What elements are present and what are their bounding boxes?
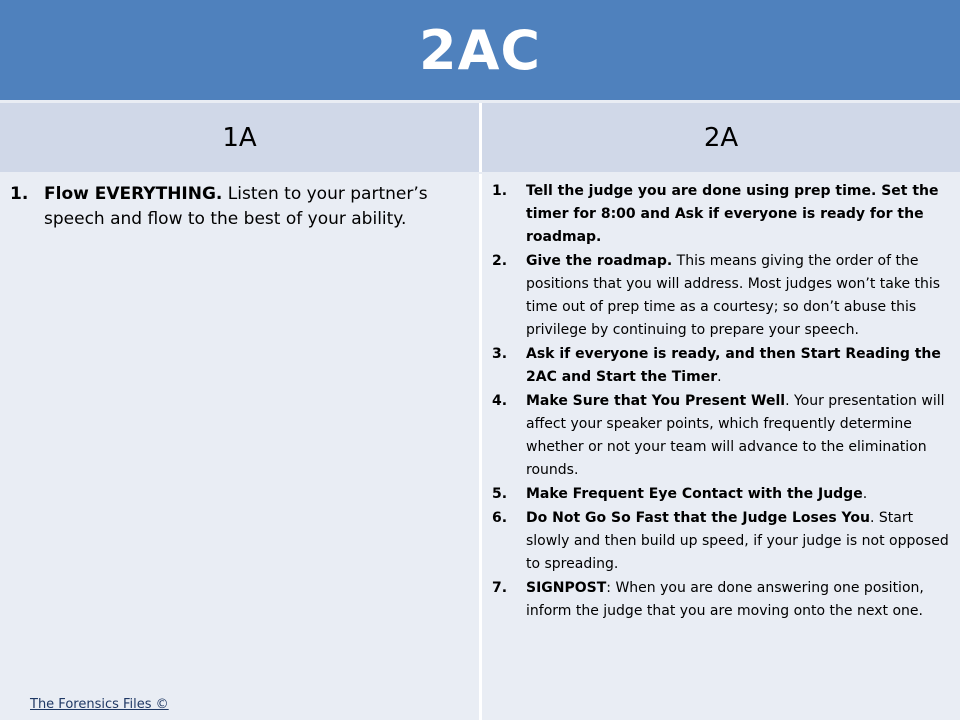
list-item [490,483,952,506]
list-item-text: . Start slowly and then build up speed, if your judge is not opposed to spreading. [526,510,949,572]
list-item-number: 2. [492,253,508,269]
list-item [490,507,952,576]
list-item-body [526,250,952,342]
list-item-number: 3. [492,346,508,362]
numbered-list [490,180,952,623]
list-item-bold: Give the roadmap. [526,253,673,269]
column-header-2a: 2A [482,103,960,172]
table-header-row [0,103,960,172]
list-item-bold: Make Frequent Eye Contact with the Judge [526,486,863,502]
list-item-bold: Ask if everyone is ready, and then Start Reading the 2AC and Start the Timer [526,346,941,385]
list-item-number: 4. [492,393,508,409]
list-item-bold: Tell the judge you are done using prep time. Set the timer for 8:00 and Ask if everyone is ready for the roadmap. [526,183,939,245]
list-item [10,182,469,232]
list-item-number: 5. [492,486,508,502]
list-item-text: . [717,369,722,385]
footer-credit-link[interactable]: The Forensics Files © [30,697,169,712]
list-item [490,250,952,342]
list-item-number: 7. [492,580,508,596]
list-item [490,180,952,249]
column-header-1a: 1A [0,103,482,172]
list-item [490,577,952,623]
list-item-bold: Do Not Go So Fast that the Judge Loses You [526,510,870,526]
list-item-body [526,577,952,623]
list-item-bold: Flow EVERYTHING. [44,184,223,204]
list-item-number: 6. [492,510,508,526]
list-item-body [44,182,469,232]
column-2a-content [482,174,960,720]
list-item-text: . [862,486,868,502]
list-item-bold: SIGNPOST [526,580,607,596]
list-item-number: 1. [492,183,508,199]
list-item [490,390,952,482]
column-1a-content [0,174,482,720]
list-item-text: This means giving the order of the positions that you will address. Most judges won’t take this time out of prep time as a courtesy; so don’t abuse this privilege by continuing to prepare your speech. [526,253,941,338]
title-bar [0,0,960,100]
list-item-text: Listen to your partner’s speech and flow to the best of your ability. [44,184,428,229]
slide-title: 2AC [419,18,541,82]
list-item-body [526,507,952,576]
table-body-row [0,174,960,720]
list-item-body [526,483,952,506]
list-item-number: 1. [10,184,29,204]
list-item-text: : When you are done answering one position, inform the judge that you are moving onto the next one. [526,580,924,619]
list-item-body [526,180,952,249]
list-item-bold: Make Sure that You Present Well [526,393,786,409]
list-item-body [526,390,952,482]
list-item [490,343,952,389]
list-item-body [526,343,952,389]
list-item-text: . Your presentation will affect your speaker points, which frequently determine whether or not your team will advance to the elimination rounds. [526,393,945,478]
